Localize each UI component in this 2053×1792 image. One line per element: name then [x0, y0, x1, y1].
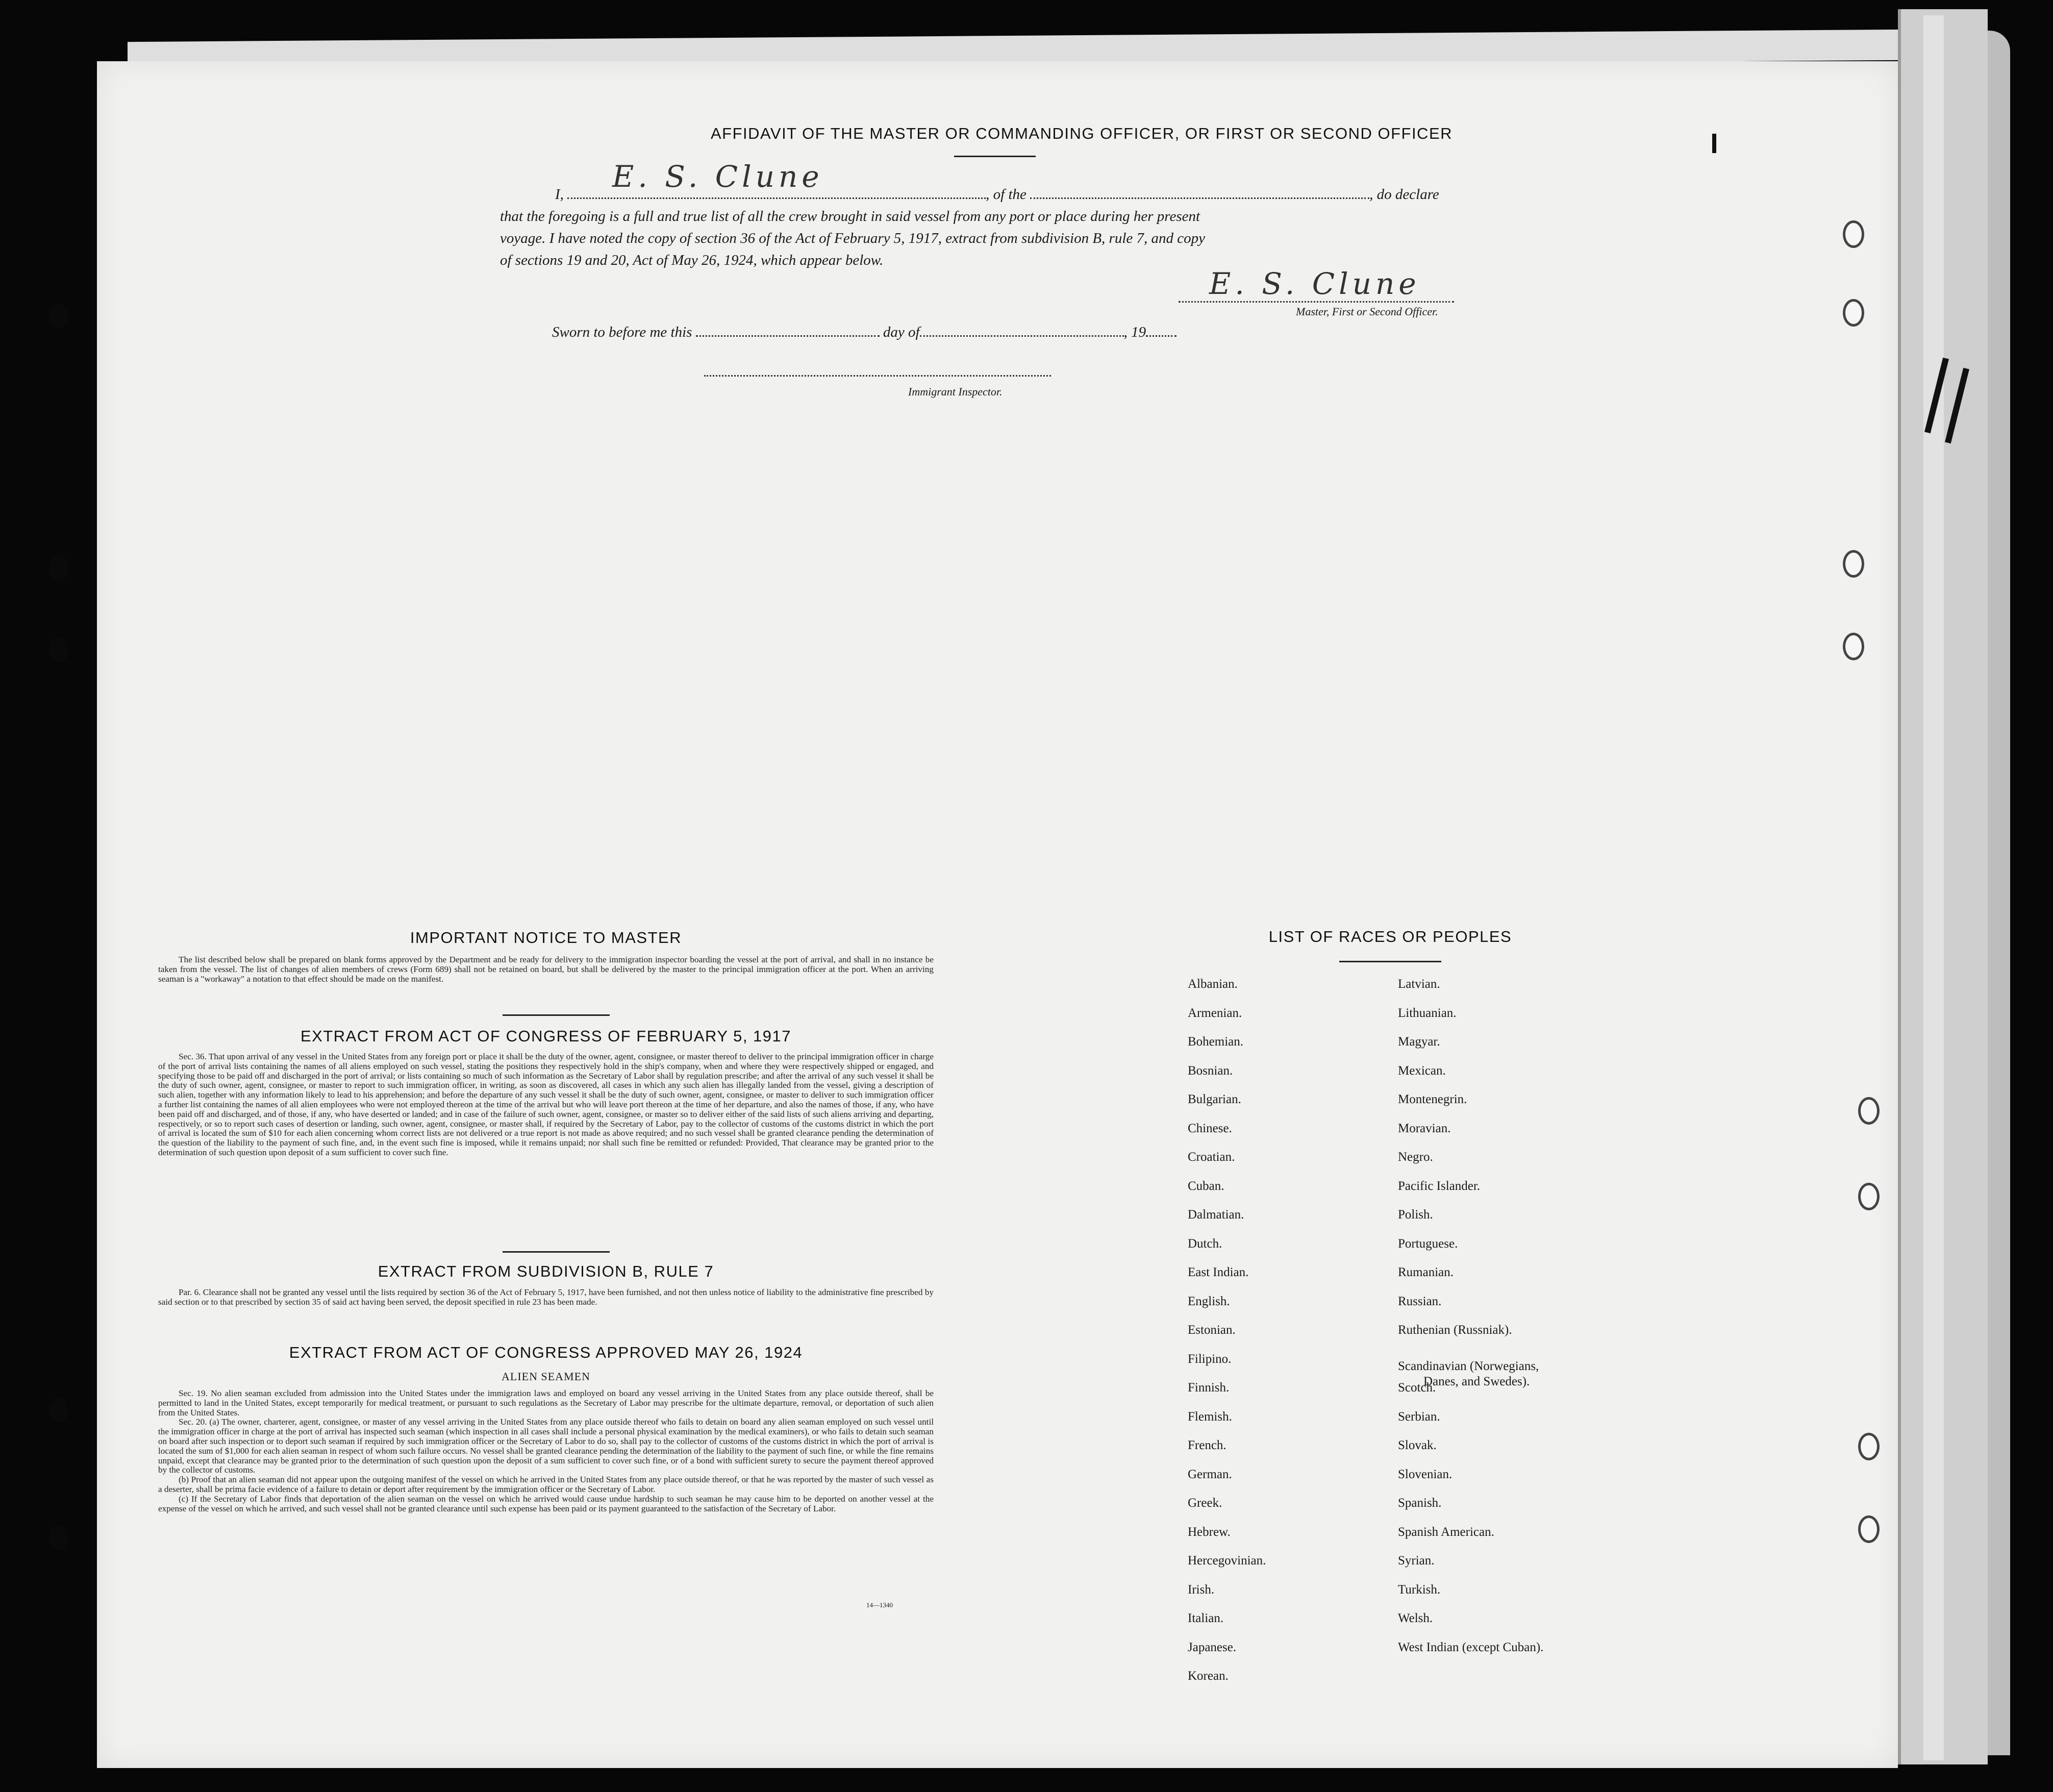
race-item: Bohemian. — [1188, 1035, 1244, 1049]
race-item: Filipino. — [1188, 1352, 1232, 1366]
binder-hole — [49, 304, 68, 328]
affidavit-line2: that the foregoing is a full and true list of all the crew brought in said vessel from any port or place during her present — [500, 208, 1200, 225]
race-item: Flemish. — [1188, 1409, 1232, 1424]
race-item: Russian. — [1398, 1294, 1442, 1308]
extract-1924-text — [158, 1389, 934, 1513]
race-item: Magyar. — [1398, 1035, 1440, 1049]
handwritten-signature-master: E. S. Clune — [1209, 266, 1420, 301]
month-blank — [920, 330, 1124, 337]
race-item: Dutch. — [1188, 1236, 1222, 1251]
binder-ring — [1858, 1515, 1880, 1543]
race-item: Italian. — [1188, 1611, 1224, 1625]
races-title: LIST OF RACES OR PEOPLES — [1268, 928, 1512, 945]
race-item: Irish. — [1188, 1582, 1215, 1597]
race-item: Dalmatian. — [1188, 1208, 1244, 1222]
race-item: Spanish. — [1398, 1496, 1442, 1510]
binder-ring — [1858, 1183, 1880, 1210]
notice-title: IMPORTANT NOTICE TO MASTER — [410, 929, 682, 947]
race-item: Hebrew. — [1188, 1525, 1231, 1539]
race-item: Portuguese. — [1398, 1236, 1458, 1251]
race-item: Danes, and Swedes). — [1423, 1374, 1530, 1388]
affidavit-line3: voyage. I have noted the copy of section 36 of the Act of February 5, 1917, extract from subdivision B, rule 7, and copy — [500, 230, 1206, 246]
inspector-signature-line — [704, 375, 1051, 377]
day-blank — [696, 330, 880, 337]
binder-ring — [1843, 550, 1864, 578]
race-item: Scotch. — [1398, 1381, 1436, 1395]
race-item: Slovenian. — [1398, 1467, 1453, 1481]
binder-ring — [1843, 220, 1864, 248]
sec-20a: Sec. 20. (a) The owner, charterer, agent, consignee, or master of any vessel arriving in the United States from any place outside thereof who fails to detain on board any alien seaman employed on such vessel until the immigration officer in charge at the port of arrival has inspected such seaman (which inspection in all cases shall include a personal physical examination by the medical examiners), or who fails to detain such seaman on board after such inspection or to deport such seaman if required by such immigration officer or the Secretary of Labor to do so, shall pay to the collector of customs of the customs district in which the port of arrival is located the sum of $1,000 for each alien seaman in respect of whom such failure occurs. No vessel shall be granted clearance pending the determination of the liability to the payment of such fine, or while the fine remains unpaid, except that clearance may be granted prior to the determination of such question upon the deposit of a sum sufficient to cover such fine, or of a bond with sufficient surety to secure the payment thereof approved by the collector of customs. — [158, 1417, 934, 1475]
binder-hole — [49, 1398, 68, 1423]
affidavit-line1: I, , of the , do declare — [555, 186, 1439, 203]
race-item: Serbian. — [1398, 1409, 1440, 1424]
binder-hole — [49, 556, 68, 581]
race-item: Scandinavian (Norwegians, — [1398, 1359, 1539, 1373]
affidavit-title: AFFIDAVIT OF THE MASTER OR COMMANDING OFFICER, OR FIRST OR SECOND OFFICER — [710, 125, 1453, 142]
race-item: Slovak. — [1398, 1438, 1437, 1452]
race-item: Moravian. — [1398, 1121, 1451, 1135]
race-item: Albanian. — [1188, 977, 1238, 991]
race-item: Korean. — [1188, 1669, 1229, 1683]
binder-ring — [1858, 1097, 1880, 1125]
year-blank — [1146, 330, 1176, 337]
race-item: Estonian. — [1188, 1323, 1236, 1337]
affidavit-line4: of sections 19 and 20, Act of May 26, 1924, which appear below. — [500, 252, 884, 268]
race-item: Ruthenian (Russniak). — [1398, 1323, 1512, 1337]
sec-19: Sec. 19. No alien seaman excluded from admission into the United States under the immigration laws and employed on board any vessel arriving in the United States from any place outside thereof, shall be permitted to land in the United States, except temporarily for medical treatment, or pursuant to such regulations as the Secretary of Labor may prescribe for the ultimate departure, removal, or deportation of such alien from the United States. — [158, 1388, 934, 1417]
binder-ring — [1858, 1433, 1880, 1460]
divider — [1339, 961, 1441, 962]
race-item: Rumanian. — [1398, 1265, 1454, 1279]
race-item: West Indian (except Cuban). — [1398, 1640, 1544, 1654]
race-item: Polish. — [1398, 1208, 1433, 1222]
race-item: Mexican. — [1398, 1063, 1446, 1078]
extract-1917-text: Sec. 36. That upon arrival of any vessel in the United States from any foreign port or place it shall be the duty of the owner, agent, consignee, or master thereof to deliver to the principal immigration officer in charge of the port of arrival lists containing the names of all aliens employed on such vessel, stating the positions they respectively hold in the ship's company, when and where they were respectively shipped or engaged, and specifying those to be paid off and discharged in the port of arrival; or lists containing so much of such information as the Secretary of Labor shall by regulation prescribe; and after the arrival of any such vessel it shall be the duty of such owner, agent, consignee, or master to report to such immigration officer, in writing, as soon as discovered, all cases in which any such alien has illegally landed from the vessel, giving a description of such alien, together with any information likely to lead to his apprehension; and before the departure of any such vessel it shall be the duty of such owner, agent, consignee, or master to deliver to such immigration officer a further list containing the names of all alien employees who were not employed thereon at the time of the arrival but who will leave port thereon at the time of her departure, and also the names of those, if any, who have been paid off and discharged, and of those, if any, who have deserted or landed; and in case of the failure of such owner, agent, consignee, or master so to deliver either of the said lists of such aliens arriving and departing, respectively, or so to report such cases of desertion or landing, such owner, agent, consignee, or master shall, if required by the Secretary of Labor, pay to the collector of customs of the customs district in which the port of arrival is located the sum of $10 for each alien concerning whom correct lists are not delivered or a true report is not made as above required; and no such vessel shall be granted clearance pending the determination of the question of the liability to the payment of such fine, and, in the event such fine is imposed, while it remains unpaid; nor shall such fine be remitted or refunded: Provided, That clearance may be granted prior to the determination of such question upon deposit of a sum sufficient to cover such fine. — [158, 1052, 934, 1157]
binder-hole — [49, 638, 68, 662]
race-item: Syrian. — [1398, 1554, 1435, 1567]
race-item: French. — [1188, 1438, 1226, 1452]
form-number: 14—1340 — [866, 1601, 893, 1609]
race-item: Latvian. — [1398, 977, 1440, 991]
extract-1924-title: EXTRACT FROM ACT OF CONGRESS APPROVED MAY 26, 1924 — [289, 1343, 803, 1361]
divider — [503, 1251, 610, 1253]
divider — [954, 156, 1036, 157]
pen-mark — [1712, 134, 1716, 153]
race-item: Lithuanian. — [1398, 1006, 1457, 1020]
race-item: Montenegrin. — [1398, 1092, 1467, 1106]
race-item: Chinese. — [1188, 1121, 1232, 1135]
binder-hole — [49, 1526, 68, 1550]
divider — [503, 1014, 610, 1016]
race-item: Croatian. — [1188, 1150, 1235, 1164]
subdivision-text: Par. 6. Clearance shall not be granted any vessel until the lists required by section 36 of the Act of February 5, 1917, have been furnished, and not then unless notice of liability to the administrative fine prescribed by said section or to that prescribed by section 35 of said act having been served, the deposit specified in rule 23 has been made. — [158, 1287, 934, 1307]
race-item: Armenian. — [1188, 1006, 1242, 1020]
race-item: English. — [1188, 1294, 1230, 1308]
race-item: Cuban. — [1188, 1179, 1224, 1193]
inspector-label: Immigrant Inspector. — [908, 385, 1003, 398]
master-label: Master, First or Second Officer. — [1296, 305, 1438, 318]
race-item: Bulgarian. — [1188, 1092, 1241, 1106]
race-item: Japanese. — [1188, 1640, 1237, 1654]
extract-1917-title: EXTRACT FROM ACT OF CONGRESS OF FEBRUARY 5, 1917 — [300, 1027, 792, 1045]
binder-ring — [1843, 633, 1864, 660]
binder-ring — [1843, 299, 1864, 327]
race-item: German. — [1188, 1467, 1232, 1481]
race-item: Finnish. — [1188, 1381, 1230, 1395]
sworn-line: Sworn to before me this day of , 19 — [552, 324, 1176, 341]
vessel-blank — [1030, 192, 1369, 199]
sec-20b: (b) Proof that an alien seaman did not appear upon the outgoing manifest of the vessel on which he arrived in the United States from any place outside thereof, or that he was reported by the master of such vessel as a deserter, shall be prima facie evidence of a failure to detain or deport after requirement by the immigration officer or the Secretary of Labor. — [158, 1475, 934, 1494]
race-item: Pacific Islander. — [1398, 1179, 1481, 1193]
handwritten-signature-name: E. S. Clune — [612, 159, 823, 194]
subdivision-title: EXTRACT FROM SUBDIVISION B, RULE 7 — [378, 1262, 714, 1280]
signature-line — [1179, 301, 1454, 303]
alien-seamen-subtitle: ALIEN SEAMEN — [502, 1370, 590, 1383]
race-item: Turkish. — [1398, 1582, 1441, 1597]
race-item: East Indian. — [1188, 1265, 1249, 1279]
notice-text: The list described below shall be prepared on blank forms approved by the Department and be ready for delivery to the immigration inspector boarding the vessel at the port of arrival, and shall in no instance be taken from the vessel. The list of changes of alien members of crews (Form 689) shall not be retained on board, but shall be delivered by the master to the principal immigration officer at the port. When an arriving seaman is a "workaway" a notation to that effect should be made on the manifest. — [158, 955, 934, 984]
race-item: Bosnian. — [1188, 1063, 1233, 1078]
race-item: Negro. — [1398, 1150, 1433, 1164]
race-item: Hercegovinian. — [1188, 1554, 1266, 1567]
race-item: Welsh. — [1398, 1611, 1433, 1625]
race-item: Greek. — [1188, 1496, 1222, 1510]
underlying-page-strip — [1923, 15, 1944, 1760]
race-item: Spanish American. — [1398, 1525, 1494, 1539]
sec-20c: (c) If the Secretary of Labor finds that deportation of the alien seaman on the vessel on which he arrived would cause undue hardship to such seaman he may cause him to be deported on another vessel at the expense of the vessel on which he arrived, and such vessel shall not be granted clearance until such expense has been paid or its payment guaranteed to the satisfaction of the Secretary of Labor. — [158, 1494, 934, 1513]
